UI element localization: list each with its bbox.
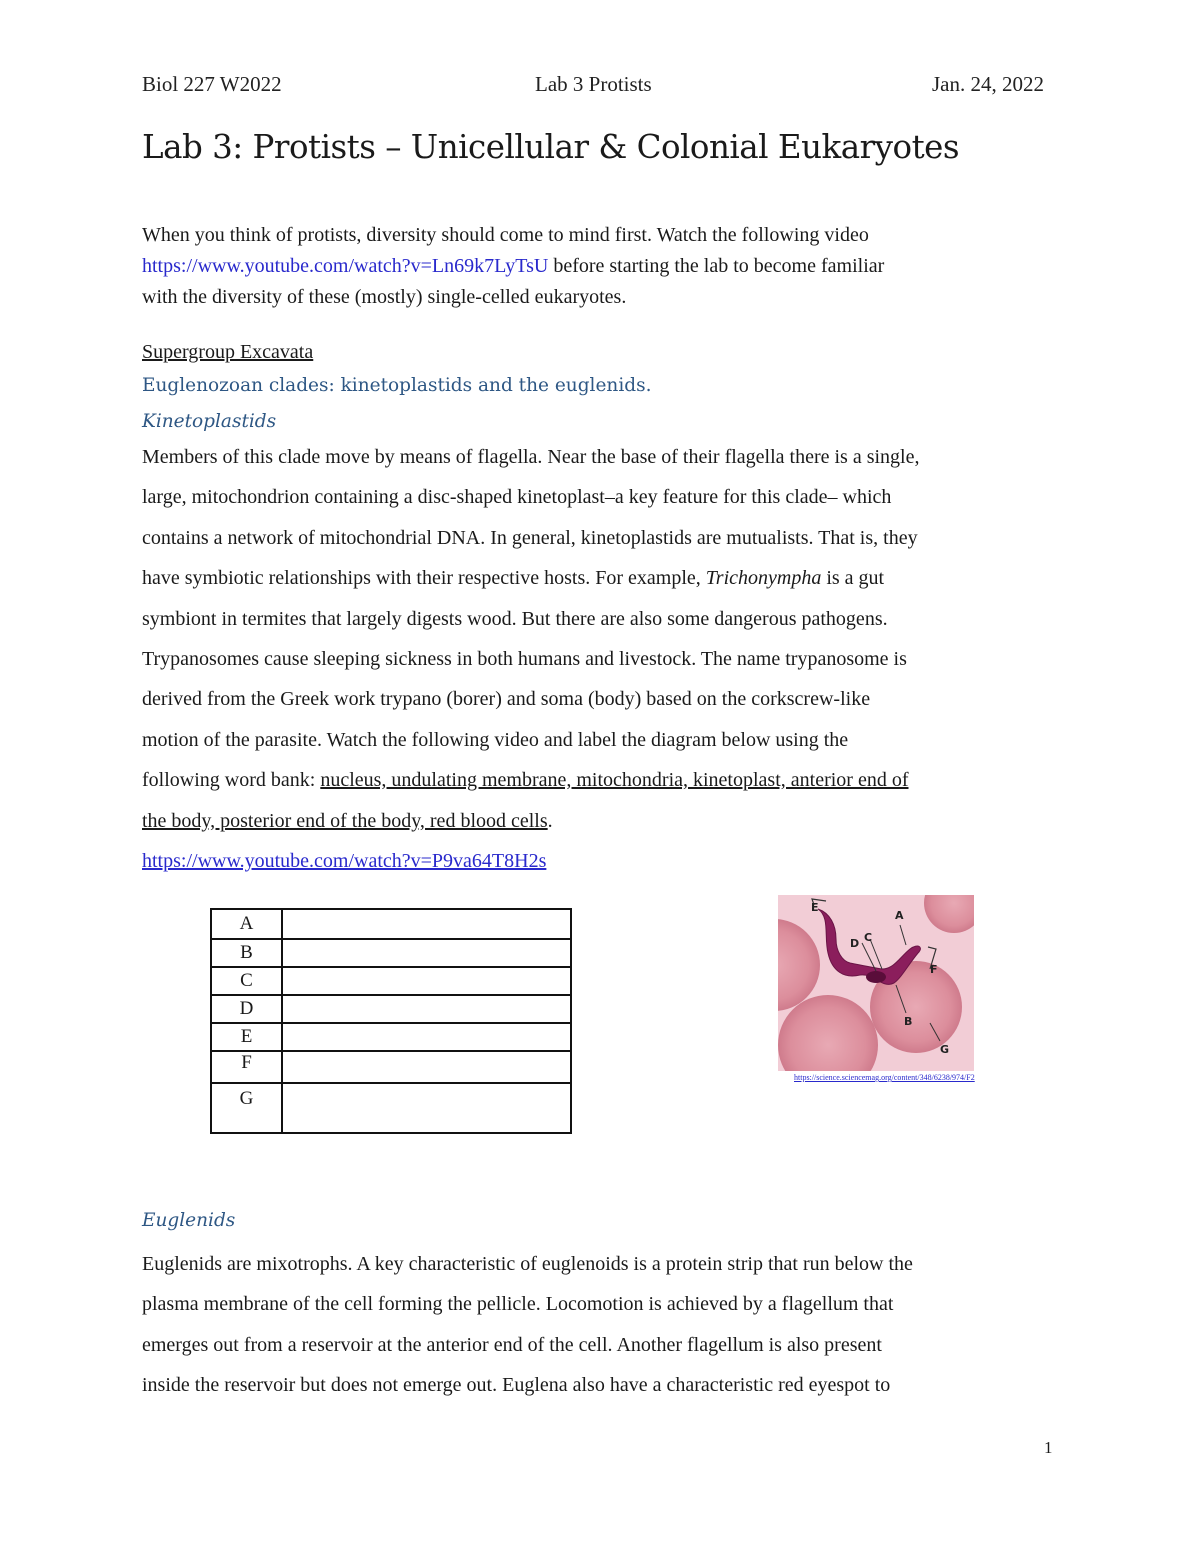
- figure-label-f: F: [930, 963, 938, 976]
- kineto-line-9: [142, 769, 909, 792]
- kineto-line-7: derived from the Greek work trypano (borer) and soma (body) based on the corkscrew-like: [142, 688, 871, 710]
- label-answer-table: [210, 908, 572, 1134]
- intro-line-1: When you think of protists, diversity should come to mind first. Watch the following video: [142, 224, 869, 246]
- euglenids-line-4: inside the reservoir but does not emerge out. Euglena also have a characteristic red eyespot to: [142, 1374, 891, 1396]
- row-label: C: [211, 967, 282, 995]
- word-bank-period: .: [547, 810, 553, 832]
- answer-cell[interactable]: [282, 995, 571, 1023]
- kinetoplastids-heading: Kinetoplastids: [142, 411, 277, 432]
- answer-cell[interactable]: [282, 909, 571, 939]
- table-row: [211, 995, 571, 1023]
- figure-label-g: G: [940, 1043, 950, 1056]
- kineto-line-10: [142, 810, 553, 833]
- figure-source-link[interactable]: https://science.sciencemag.org/content/348/6238/974/F2: [794, 1073, 975, 1082]
- euglenids-line-2: plasma membrane of the cell forming the pellicle. Locomotion is achieved by a flagellum that: [142, 1293, 894, 1315]
- header-lab-title: Lab 3 Protists: [535, 72, 652, 96]
- table-row: [211, 1051, 571, 1083]
- euglenids-line-3: emerges out from a reservoir at the anterior end of the cell. Another flagellum is also present: [142, 1334, 882, 1356]
- kineto-line-3: contains a network of mitochondrial DNA. In general, kinetoplastids are mutualists. That is, they: [142, 527, 918, 549]
- intro-line-2-text: before starting the lab to become familiar: [548, 255, 885, 277]
- kineto-line-2: large, mitochondrion containing a disc-shaped kinetoplast–a key feature for this clade– which: [142, 486, 892, 508]
- answer-cell[interactable]: [282, 1023, 571, 1051]
- row-label: G: [211, 1083, 282, 1133]
- kineto-line-8: motion of the parasite. Watch the following video and label the diagram below using the: [142, 729, 849, 751]
- trichonympha-term: Trichonympha: [705, 567, 822, 589]
- trypanosome-video-link[interactable]: https://www.youtube.com/watch?v=P9va64T8H2s: [142, 850, 547, 872]
- kineto-line-1: Members of this clade move by means of flagella. Near the base of their flagella there is a single,: [142, 446, 920, 468]
- row-label: D: [211, 995, 282, 1023]
- answer-cell[interactable]: [282, 967, 571, 995]
- page-title: Lab 3: Protists – Unicellular & Colonial Eukaryotes: [142, 128, 960, 166]
- trypanosome-micrograph: [778, 895, 974, 1071]
- figure-label-a: A: [895, 909, 904, 922]
- row-label: F: [211, 1051, 282, 1083]
- intro-video-link[interactable]: https://www.youtube.com/watch?v=Ln69k7LyTsU: [142, 255, 549, 277]
- kineto-line-4-post: is a gut: [821, 567, 885, 589]
- header-date: Jan. 24, 2022: [932, 72, 1044, 96]
- answer-cell[interactable]: [282, 939, 571, 967]
- row-label: B: [211, 939, 282, 967]
- clade-heading: Euglenozoan clades: kinetoplastids and the euglenids.: [142, 375, 652, 396]
- word-bank-part-2: the body, posterior end of the body, red blood cells: [142, 810, 548, 832]
- kineto-line-5: symbiont in termites that largely digests wood. But there are also some dangerous pathogens.: [142, 608, 888, 630]
- euglenids-heading: Euglenids: [142, 1210, 236, 1231]
- nucleus-shape: [866, 971, 886, 983]
- header-course: Biol 227 W2022: [142, 72, 282, 96]
- figure-label-c: C: [864, 931, 873, 944]
- table-row: [211, 939, 571, 967]
- answer-cell[interactable]: [282, 1083, 571, 1133]
- table-row: [211, 967, 571, 995]
- euglenids-line-1: Euglenids are mixotrophs. A key characteristic of euglenoids is a protein strip that run below the: [142, 1253, 913, 1275]
- word-bank-part-1: nucleus, undulating membrane, mitochondria, kinetoplast, anterior end of: [320, 769, 909, 791]
- figure-label-b: B: [904, 1015, 913, 1028]
- row-label: A: [211, 909, 282, 939]
- table-row: [211, 1023, 571, 1051]
- kineto-line-6: Trypanosomes cause sleeping sickness in both humans and livestock. The name trypanosome is: [142, 648, 907, 670]
- word-bank-intro: following word bank:: [142, 769, 321, 791]
- answer-cell[interactable]: [282, 1051, 571, 1083]
- intro-line-2: [142, 255, 884, 278]
- kineto-line-4-pre: have symbiotic relationships with their respective hosts. For example,: [142, 567, 706, 589]
- table-row: [211, 909, 571, 939]
- intro-line-3: with the diversity of these (mostly) single-celled eukaryotes.: [142, 286, 627, 308]
- table-row: [211, 1083, 571, 1133]
- row-label: E: [211, 1023, 282, 1051]
- figure-label-e: E: [811, 901, 819, 914]
- supergroup-heading: Supergroup Excavata: [142, 341, 314, 363]
- figure-label-d: D: [850, 937, 860, 950]
- kineto-line-4: [142, 567, 884, 590]
- page-number: 1: [1044, 1438, 1053, 1457]
